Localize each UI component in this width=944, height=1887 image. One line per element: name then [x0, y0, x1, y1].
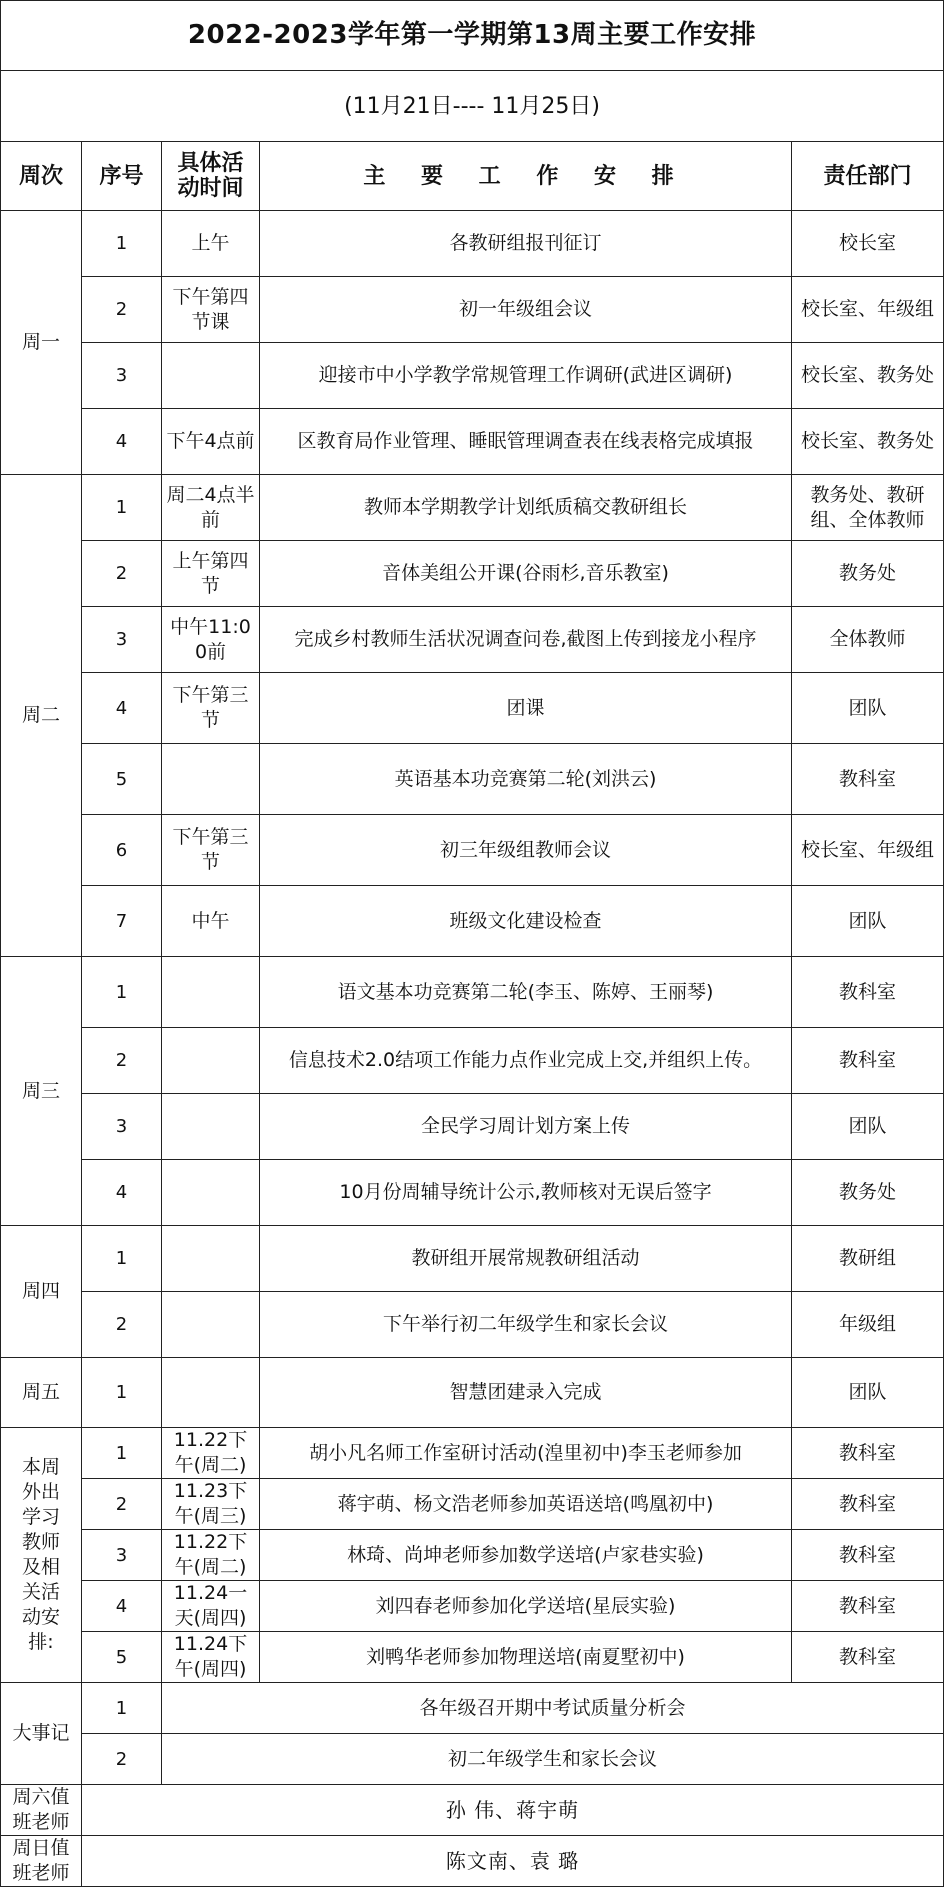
row-dept: 教科室	[792, 1479, 944, 1530]
table-row	[1, 211, 944, 277]
row-dept: 团队	[792, 886, 944, 957]
duty-names: 孙 伟、蒋宇萌	[82, 1785, 944, 1836]
row-time	[162, 1160, 260, 1226]
event-row	[1, 1683, 944, 1734]
row-task: 智慧团建录入完成	[260, 1358, 792, 1428]
row-time: 中午	[162, 886, 260, 957]
row-dept: 教科室	[792, 1028, 944, 1094]
row-seq: 1	[82, 1428, 162, 1479]
row-dept: 年级组	[792, 1292, 944, 1358]
row-time	[162, 1028, 260, 1094]
table-row	[1, 607, 944, 673]
table-row	[1, 1226, 944, 1292]
row-dept: 校长室、教务处	[792, 409, 944, 475]
table-row	[1, 1581, 944, 1632]
row-time: 上午第四节	[162, 541, 260, 607]
duty-names: 陈文南、袁 璐	[82, 1836, 944, 1887]
row-task: 教研组开展常规教研组活动	[260, 1226, 792, 1292]
row-task: 团课	[260, 673, 792, 744]
row-seq: 4	[82, 1581, 162, 1632]
row-dept: 教科室	[792, 1530, 944, 1581]
table-row	[1, 343, 944, 409]
row-task: 英语基本功竞赛第二轮(刘洪云)	[260, 744, 792, 815]
row-dept: 教务处	[792, 541, 944, 607]
row-task: 蒋宇萌、杨文浩老师参加英语送培(鸣凰初中)	[260, 1479, 792, 1530]
day-label: 周三	[1, 957, 82, 1226]
row-dept: 教务处	[792, 1160, 944, 1226]
table-row	[1, 475, 944, 541]
table-row	[1, 673, 944, 744]
row-dept: 团队	[792, 1358, 944, 1428]
table-row	[1, 1160, 944, 1226]
event-text: 各年级召开期中考试质量分析会	[162, 1683, 944, 1734]
row-time	[162, 957, 260, 1028]
row-task: 班级文化建设检查	[260, 886, 792, 957]
table-row	[1, 541, 944, 607]
row-task: 下午举行初二年级学生和家长会议	[260, 1292, 792, 1358]
table-row	[1, 1479, 944, 1530]
row-dept: 教科室	[792, 1428, 944, 1479]
row-seq: 6	[82, 815, 162, 886]
duty-row	[1, 1785, 944, 1836]
day-label: 周二	[1, 475, 82, 957]
row-task: 刘四春老师参加化学送培(星辰实验)	[260, 1581, 792, 1632]
event-seq: 1	[82, 1683, 162, 1734]
row-time: 下午第三节	[162, 815, 260, 886]
row-seq: 5	[82, 1632, 162, 1683]
row-dept: 校长室、教务处	[792, 343, 944, 409]
table-row	[1, 409, 944, 475]
row-task: 刘鸭华老师参加物理送培(南夏墅初中)	[260, 1632, 792, 1683]
row-task: 信息技术2.0结项工作能力点作业完成上交,并组织上传。	[260, 1028, 792, 1094]
event-row	[1, 1734, 944, 1785]
row-seq: 3	[82, 1094, 162, 1160]
row-seq: 4	[82, 1160, 162, 1226]
row-time: 11.23下午(周三)	[162, 1479, 260, 1530]
row-time	[162, 343, 260, 409]
day-label: 本周外出学习教师及相关活动安排:	[1, 1428, 82, 1683]
row-seq: 1	[82, 1358, 162, 1428]
row-seq: 3	[82, 343, 162, 409]
table-row	[1, 1358, 944, 1428]
row-time: 下午第三节	[162, 673, 260, 744]
row-dept: 团队	[792, 673, 944, 744]
row-time	[162, 1094, 260, 1160]
row-dept: 教科室	[792, 957, 944, 1028]
page-title: 2022-2023学年第一学期第13周主要工作安排	[1, 1, 944, 71]
row-time: 上午	[162, 211, 260, 277]
row-time: 下午第四节课	[162, 277, 260, 343]
row-task: 林琦、尚坤老师参加数学送培(卢家巷实验)	[260, 1530, 792, 1581]
row-time: 11.22下午(周二)	[162, 1530, 260, 1581]
row-seq: 1	[82, 1226, 162, 1292]
row-time: 11.24下午(周四)	[162, 1632, 260, 1683]
row-task: 10月份周辅导统计公示,教师核对无误后签字	[260, 1160, 792, 1226]
row-task: 迎接市中小学教学常规管理工作调研(武进区调研)	[260, 343, 792, 409]
row-seq: 3	[82, 607, 162, 673]
table-row	[1, 277, 944, 343]
row-seq: 7	[82, 886, 162, 957]
row-task: 区教育局作业管理、睡眠管理调查表在线表格完成填报	[260, 409, 792, 475]
table-row	[1, 957, 944, 1028]
table-row	[1, 1632, 944, 1683]
row-time	[162, 1358, 260, 1428]
events-label: 大事记	[1, 1683, 82, 1785]
table-row	[1, 1094, 944, 1160]
row-task: 初一年级组会议	[260, 277, 792, 343]
row-task: 胡小凡名师工作室研讨活动(湟里初中)李玉老师参加	[260, 1428, 792, 1479]
row-seq: 2	[82, 1479, 162, 1530]
table-row	[1, 815, 944, 886]
table-row	[1, 1292, 944, 1358]
header-week: 周次	[1, 142, 82, 211]
row-seq: 2	[82, 277, 162, 343]
row-seq: 2	[82, 541, 162, 607]
row-time: 中午11:00前	[162, 607, 260, 673]
row-task: 全民学习周计划方案上传	[260, 1094, 792, 1160]
row-task: 初三年级组教师会议	[260, 815, 792, 886]
row-dept: 校长室、年级组	[792, 277, 944, 343]
header-time: 具体活动时间	[162, 142, 260, 211]
row-time	[162, 1226, 260, 1292]
row-time	[162, 744, 260, 815]
duty-row	[1, 1836, 944, 1887]
header-seq: 序号	[82, 142, 162, 211]
event-text: 初二年级学生和家长会议	[162, 1734, 944, 1785]
row-time: 周二4点半前	[162, 475, 260, 541]
row-task: 完成乡村教师生活状况调查问卷,截图上传到接龙小程序	[260, 607, 792, 673]
duty-label: 周日值班老师	[1, 1836, 82, 1887]
row-task: 语文基本功竞赛第二轮(李玉、陈婷、王丽琴)	[260, 957, 792, 1028]
duty-label: 周六值班老师	[1, 1785, 82, 1836]
row-dept: 教研组	[792, 1226, 944, 1292]
table-row	[1, 886, 944, 957]
row-task: 各教研组报刊征订	[260, 211, 792, 277]
row-seq: 3	[82, 1530, 162, 1581]
row-seq: 1	[82, 475, 162, 541]
event-seq: 2	[82, 1734, 162, 1785]
row-dept: 团队	[792, 1094, 944, 1160]
row-time: 下午4点前	[162, 409, 260, 475]
row-seq: 1	[82, 957, 162, 1028]
day-label: 周四	[1, 1226, 82, 1358]
row-dept: 教务处、教研组、全体教师	[792, 475, 944, 541]
row-dept: 教科室	[792, 744, 944, 815]
row-dept: 校长室	[792, 211, 944, 277]
header-task: 主 要 工 作 安 排	[260, 142, 792, 211]
row-seq: 5	[82, 744, 162, 815]
table-row	[1, 1428, 944, 1479]
day-label: 周一	[1, 211, 82, 475]
row-dept: 教科室	[792, 1632, 944, 1683]
row-seq: 4	[82, 673, 162, 744]
header-dept: 责任部门	[792, 142, 944, 211]
row-time: 11.22下午(周二)	[162, 1428, 260, 1479]
row-time	[162, 1292, 260, 1358]
table-row	[1, 1028, 944, 1094]
row-seq: 2	[82, 1028, 162, 1094]
row-seq: 2	[82, 1292, 162, 1358]
row-dept: 校长室、年级组	[792, 815, 944, 886]
row-task: 教师本学期教学计划纸质稿交教研组长	[260, 475, 792, 541]
row-seq: 4	[82, 409, 162, 475]
row-dept: 全体教师	[792, 607, 944, 673]
day-label: 周五	[1, 1358, 82, 1428]
table-row	[1, 744, 944, 815]
row-dept: 教科室	[792, 1581, 944, 1632]
date-range: (11月21日---- 11月25日)	[1, 71, 944, 142]
row-time: 11.24一天(周四)	[162, 1581, 260, 1632]
row-seq: 1	[82, 211, 162, 277]
table-row	[1, 1530, 944, 1581]
row-task: 音体美组公开课(谷雨杉,音乐教室)	[260, 541, 792, 607]
